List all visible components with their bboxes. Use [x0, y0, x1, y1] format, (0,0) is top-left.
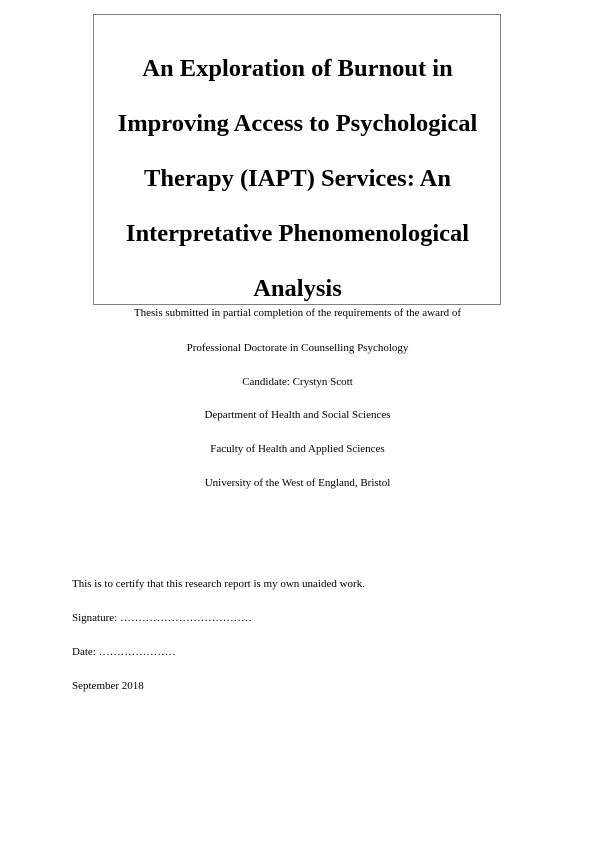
thesis-title-line-2: Improving Access to Psychological: [117, 110, 478, 137]
thesis-title-line-5: Analysis: [253, 275, 342, 302]
university-name: University of the West of England, Bristol: [204, 477, 391, 489]
submission-statement: Thesis submitted in partial completion of the requirements of the award of: [133, 307, 462, 319]
thesis-title-line-4: Interpretative Phenomenological: [125, 220, 470, 247]
department-name: Department of Health and Social Sciences: [204, 409, 391, 421]
faculty-name: Faculty of Health and Applied Sciences: [210, 443, 385, 455]
candidate-name: Candidate: Crystyn Scott: [242, 376, 353, 388]
thesis-title-line-3: Therapy (IAPT) Services: An: [144, 165, 451, 192]
signature-line: Signature: ………………………………: [72, 612, 252, 624]
certification-statement: This is to certify that this research report is my own unaided work.: [72, 578, 365, 590]
submission-date: September 2018: [72, 680, 144, 692]
date-line: Date: …………………: [72, 646, 176, 658]
thesis-title-line-1: An Exploration of Burnout in: [142, 55, 453, 82]
award-name: Professional Doctorate in Counselling Psychology: [186, 342, 409, 354]
